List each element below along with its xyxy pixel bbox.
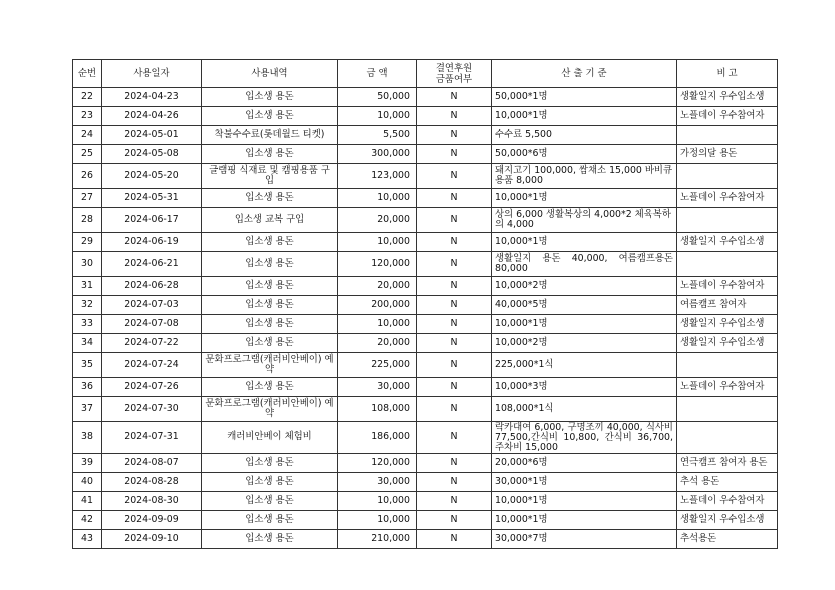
cell-amount: 20,000 bbox=[338, 277, 417, 296]
cell-no: 36 bbox=[73, 378, 102, 397]
table-row bbox=[73, 334, 778, 353]
cell-description: 착불수수료(롯데월드 티켓) bbox=[202, 126, 338, 145]
cell-basis: 수수료 5,500 bbox=[492, 126, 677, 145]
cell-date: 2024-06-21 bbox=[102, 252, 202, 277]
table-row bbox=[73, 454, 778, 473]
cell-no: 29 bbox=[73, 233, 102, 252]
cell-basis: 10,000*1명 bbox=[492, 315, 677, 334]
cell-date: 2024-04-26 bbox=[102, 107, 202, 126]
cell-date: 2024-05-01 bbox=[102, 126, 202, 145]
cell-basis: 10,000*1명 bbox=[492, 511, 677, 530]
cell-note: 노플데이 우수참여자 bbox=[677, 492, 778, 511]
cell-date: 2024-08-28 bbox=[102, 473, 202, 492]
cell-basis: 50,000*6명 bbox=[492, 145, 677, 164]
cell-amount: 30,000 bbox=[338, 473, 417, 492]
cell-date: 2024-07-03 bbox=[102, 296, 202, 315]
cell-amount: 120,000 bbox=[338, 454, 417, 473]
cell-amount: 20,000 bbox=[338, 334, 417, 353]
cell-date: 2024-07-26 bbox=[102, 378, 202, 397]
table-row bbox=[73, 233, 778, 252]
cell-description: 입소생 용돈 bbox=[202, 378, 338, 397]
cell-fund: N bbox=[417, 208, 492, 233]
cell-description: 입소생 용돈 bbox=[202, 454, 338, 473]
cell-note: 노플데이 우수참여자 bbox=[677, 189, 778, 208]
cell-description: 입소생 용돈 bbox=[202, 315, 338, 334]
cell-amount: 10,000 bbox=[338, 511, 417, 530]
cell-fund: N bbox=[417, 397, 492, 422]
cell-basis: 10,000*1명 bbox=[492, 189, 677, 208]
cell-basis: 30,000*1명 bbox=[492, 473, 677, 492]
table-row bbox=[73, 126, 778, 145]
cell-date: 2024-07-24 bbox=[102, 353, 202, 378]
header-description: 사용내역 bbox=[202, 60, 338, 88]
table-row bbox=[73, 88, 778, 107]
cell-note: 생활일지 우수입소생 bbox=[677, 334, 778, 353]
cell-no: 34 bbox=[73, 334, 102, 353]
cell-basis: 10,000*1명 bbox=[492, 233, 677, 252]
cell-description: 입소생 용돈 bbox=[202, 334, 338, 353]
cell-basis: 10,000*2명 bbox=[492, 277, 677, 296]
cell-description: 문화프로그램(캐러비안베이) 예약 bbox=[202, 353, 338, 378]
cell-no: 25 bbox=[73, 145, 102, 164]
cell-basis: 225,000*1식 bbox=[492, 353, 677, 378]
cell-fund: N bbox=[417, 492, 492, 511]
cell-description: 입소생 용돈 bbox=[202, 296, 338, 315]
cell-fund: N bbox=[417, 334, 492, 353]
table-row bbox=[73, 252, 778, 277]
cell-note: 추석 용돈 bbox=[677, 473, 778, 492]
cell-description: 입소생 용돈 bbox=[202, 145, 338, 164]
cell-no: 26 bbox=[73, 164, 102, 189]
cell-date: 2024-08-07 bbox=[102, 454, 202, 473]
cell-amount: 10,000 bbox=[338, 492, 417, 511]
cell-basis: 생활일지 용돈 40,000, 여름캠프용돈 80,000 bbox=[492, 252, 677, 277]
cell-note: 연극캠프 참여자 용돈 bbox=[677, 454, 778, 473]
cell-date: 2024-07-31 bbox=[102, 422, 202, 454]
cell-note bbox=[677, 252, 778, 277]
cell-no: 33 bbox=[73, 315, 102, 334]
cell-date: 2024-06-17 bbox=[102, 208, 202, 233]
header-date: 사용일자 bbox=[102, 60, 202, 88]
cell-no: 39 bbox=[73, 454, 102, 473]
cell-amount: 50,000 bbox=[338, 88, 417, 107]
cell-description: 입소생 용돈 bbox=[202, 107, 338, 126]
header-note: 비 고 bbox=[677, 60, 778, 88]
cell-basis: 40,000*5명 bbox=[492, 296, 677, 315]
table-row bbox=[73, 511, 778, 530]
cell-no: 38 bbox=[73, 422, 102, 454]
cell-description: 입소생 용돈 bbox=[202, 233, 338, 252]
cell-note: 생활일지 우수입소생 bbox=[677, 88, 778, 107]
cell-date: 2024-08-30 bbox=[102, 492, 202, 511]
cell-no: 43 bbox=[73, 530, 102, 549]
header-basis: 산 출 기 준 bbox=[492, 60, 677, 88]
cell-basis: 108,000*1식 bbox=[492, 397, 677, 422]
cell-fund: N bbox=[417, 189, 492, 208]
cell-fund: N bbox=[417, 473, 492, 492]
cell-fund: N bbox=[417, 315, 492, 334]
cell-note: 추석용돈 bbox=[677, 530, 778, 549]
cell-basis: 50,000*1명 bbox=[492, 88, 677, 107]
cell-note bbox=[677, 126, 778, 145]
cell-date: 2024-04-23 bbox=[102, 88, 202, 107]
cell-fund: N bbox=[417, 277, 492, 296]
cell-date: 2024-07-30 bbox=[102, 397, 202, 422]
cell-amount: 200,000 bbox=[338, 296, 417, 315]
cell-note: 노플데이 우수참여자 bbox=[677, 378, 778, 397]
cell-note: 여름캠프 참여자 bbox=[677, 296, 778, 315]
cell-amount: 300,000 bbox=[338, 145, 417, 164]
cell-description: 문화프로그램(캐러비안베이) 예약 bbox=[202, 397, 338, 422]
cell-no: 42 bbox=[73, 511, 102, 530]
cell-date: 2024-09-10 bbox=[102, 530, 202, 549]
cell-no: 24 bbox=[73, 126, 102, 145]
header-row bbox=[73, 60, 778, 88]
cell-date: 2024-05-08 bbox=[102, 145, 202, 164]
cell-date: 2024-09-09 bbox=[102, 511, 202, 530]
cell-fund: N bbox=[417, 296, 492, 315]
cell-no: 22 bbox=[73, 88, 102, 107]
cell-amount: 10,000 bbox=[338, 315, 417, 334]
cell-no: 40 bbox=[73, 473, 102, 492]
cell-description: 입소생 용돈 bbox=[202, 252, 338, 277]
cell-description: 입소생 용돈 bbox=[202, 511, 338, 530]
table-row bbox=[73, 145, 778, 164]
cell-description: 입소생 용돈 bbox=[202, 530, 338, 549]
cell-fund: N bbox=[417, 126, 492, 145]
table-row bbox=[73, 422, 778, 454]
cell-amount: 210,000 bbox=[338, 530, 417, 549]
expense-ledger-table bbox=[72, 59, 778, 549]
cell-fund: N bbox=[417, 145, 492, 164]
cell-fund: N bbox=[417, 511, 492, 530]
cell-note: 노플데이 우수참여자 bbox=[677, 277, 778, 296]
table-row bbox=[73, 397, 778, 422]
table-row bbox=[73, 492, 778, 511]
cell-amount: 225,000 bbox=[338, 353, 417, 378]
cell-note bbox=[677, 208, 778, 233]
cell-description: 입소생 용돈 bbox=[202, 189, 338, 208]
cell-amount: 10,000 bbox=[338, 107, 417, 126]
cell-amount: 5,500 bbox=[338, 126, 417, 145]
cell-date: 2024-06-19 bbox=[102, 233, 202, 252]
table-row bbox=[73, 530, 778, 549]
cell-note bbox=[677, 353, 778, 378]
cell-description: 입소생 교복 구입 bbox=[202, 208, 338, 233]
cell-basis: 10,000*1명 bbox=[492, 492, 677, 511]
table-row bbox=[73, 208, 778, 233]
cell-description: 캐러비안베이 체험비 bbox=[202, 422, 338, 454]
cell-note bbox=[677, 397, 778, 422]
table-row bbox=[73, 315, 778, 334]
cell-amount: 123,000 bbox=[338, 164, 417, 189]
table-row bbox=[73, 378, 778, 397]
cell-amount: 120,000 bbox=[338, 252, 417, 277]
cell-fund: N bbox=[417, 422, 492, 454]
header-amount: 금 액 bbox=[338, 60, 417, 88]
cell-fund: N bbox=[417, 378, 492, 397]
cell-note: 생활일지 우수입소생 bbox=[677, 511, 778, 530]
cell-no: 37 bbox=[73, 397, 102, 422]
cell-basis: 30,000*7명 bbox=[492, 530, 677, 549]
cell-fund: N bbox=[417, 530, 492, 549]
cell-description: 글램핑 식재료 및 캠핑용품 구입 bbox=[202, 164, 338, 189]
cell-fund: N bbox=[417, 88, 492, 107]
cell-fund: N bbox=[417, 164, 492, 189]
cell-amount: 10,000 bbox=[338, 233, 417, 252]
cell-amount: 20,000 bbox=[338, 208, 417, 233]
cell-basis: 상의 6,000 생활복상의 4,000*2 체육복하의 4,000 bbox=[492, 208, 677, 233]
cell-date: 2024-07-22 bbox=[102, 334, 202, 353]
cell-basis: 10,000*2명 bbox=[492, 334, 677, 353]
cell-amount: 10,000 bbox=[338, 189, 417, 208]
cell-note bbox=[677, 164, 778, 189]
table-row bbox=[73, 189, 778, 208]
table-row bbox=[73, 473, 778, 492]
header-fund-line2: 금품여부 bbox=[435, 73, 473, 85]
cell-description: 입소생 용돈 bbox=[202, 473, 338, 492]
cell-no: 28 bbox=[73, 208, 102, 233]
table-row bbox=[73, 277, 778, 296]
cell-date: 2024-06-28 bbox=[102, 277, 202, 296]
cell-fund: N bbox=[417, 107, 492, 126]
cell-description: 입소생 용돈 bbox=[202, 277, 338, 296]
cell-basis: 돼지고기 100,000, 쌈채소 15,000 바비큐 용품 8,000 bbox=[492, 164, 677, 189]
cell-amount: 186,000 bbox=[338, 422, 417, 454]
cell-description: 입소생 용돈 bbox=[202, 492, 338, 511]
cell-note: 가정의달 용돈 bbox=[677, 145, 778, 164]
cell-basis: 20,000*6명 bbox=[492, 454, 677, 473]
cell-no: 32 bbox=[73, 296, 102, 315]
cell-fund: N bbox=[417, 454, 492, 473]
cell-basis: 10,000*1명 bbox=[492, 107, 677, 126]
cell-note: 생활일지 우수입소생 bbox=[677, 233, 778, 252]
cell-no: 41 bbox=[73, 492, 102, 511]
header-fund bbox=[417, 60, 492, 88]
cell-note: 노플데이 우수참여자 bbox=[677, 107, 778, 126]
cell-description: 입소생 용돈 bbox=[202, 88, 338, 107]
cell-no: 35 bbox=[73, 353, 102, 378]
cell-no: 31 bbox=[73, 277, 102, 296]
cell-note: 생활일지 우수입소생 bbox=[677, 315, 778, 334]
cell-fund: N bbox=[417, 252, 492, 277]
cell-amount: 30,000 bbox=[338, 378, 417, 397]
table-row bbox=[73, 353, 778, 378]
cell-date: 2024-07-08 bbox=[102, 315, 202, 334]
table-row bbox=[73, 164, 778, 189]
cell-basis: 락카대여 6,000, 구명조끼 40,000, 식사비77,500,간식비 10,800, 간식비 36,700, 주차비 15,000 bbox=[492, 422, 677, 454]
cell-note bbox=[677, 422, 778, 454]
table-row bbox=[73, 296, 778, 315]
cell-no: 30 bbox=[73, 252, 102, 277]
cell-date: 2024-05-20 bbox=[102, 164, 202, 189]
cell-date: 2024-05-31 bbox=[102, 189, 202, 208]
cell-no: 27 bbox=[73, 189, 102, 208]
header-no: 순번 bbox=[73, 60, 102, 88]
cell-fund: N bbox=[417, 233, 492, 252]
table-row bbox=[73, 107, 778, 126]
cell-amount: 108,000 bbox=[338, 397, 417, 422]
cell-no: 23 bbox=[73, 107, 102, 126]
cell-fund: N bbox=[417, 353, 492, 378]
header-fund-line1: 결연후원 bbox=[435, 62, 473, 74]
cell-basis: 10,000*3명 bbox=[492, 378, 677, 397]
